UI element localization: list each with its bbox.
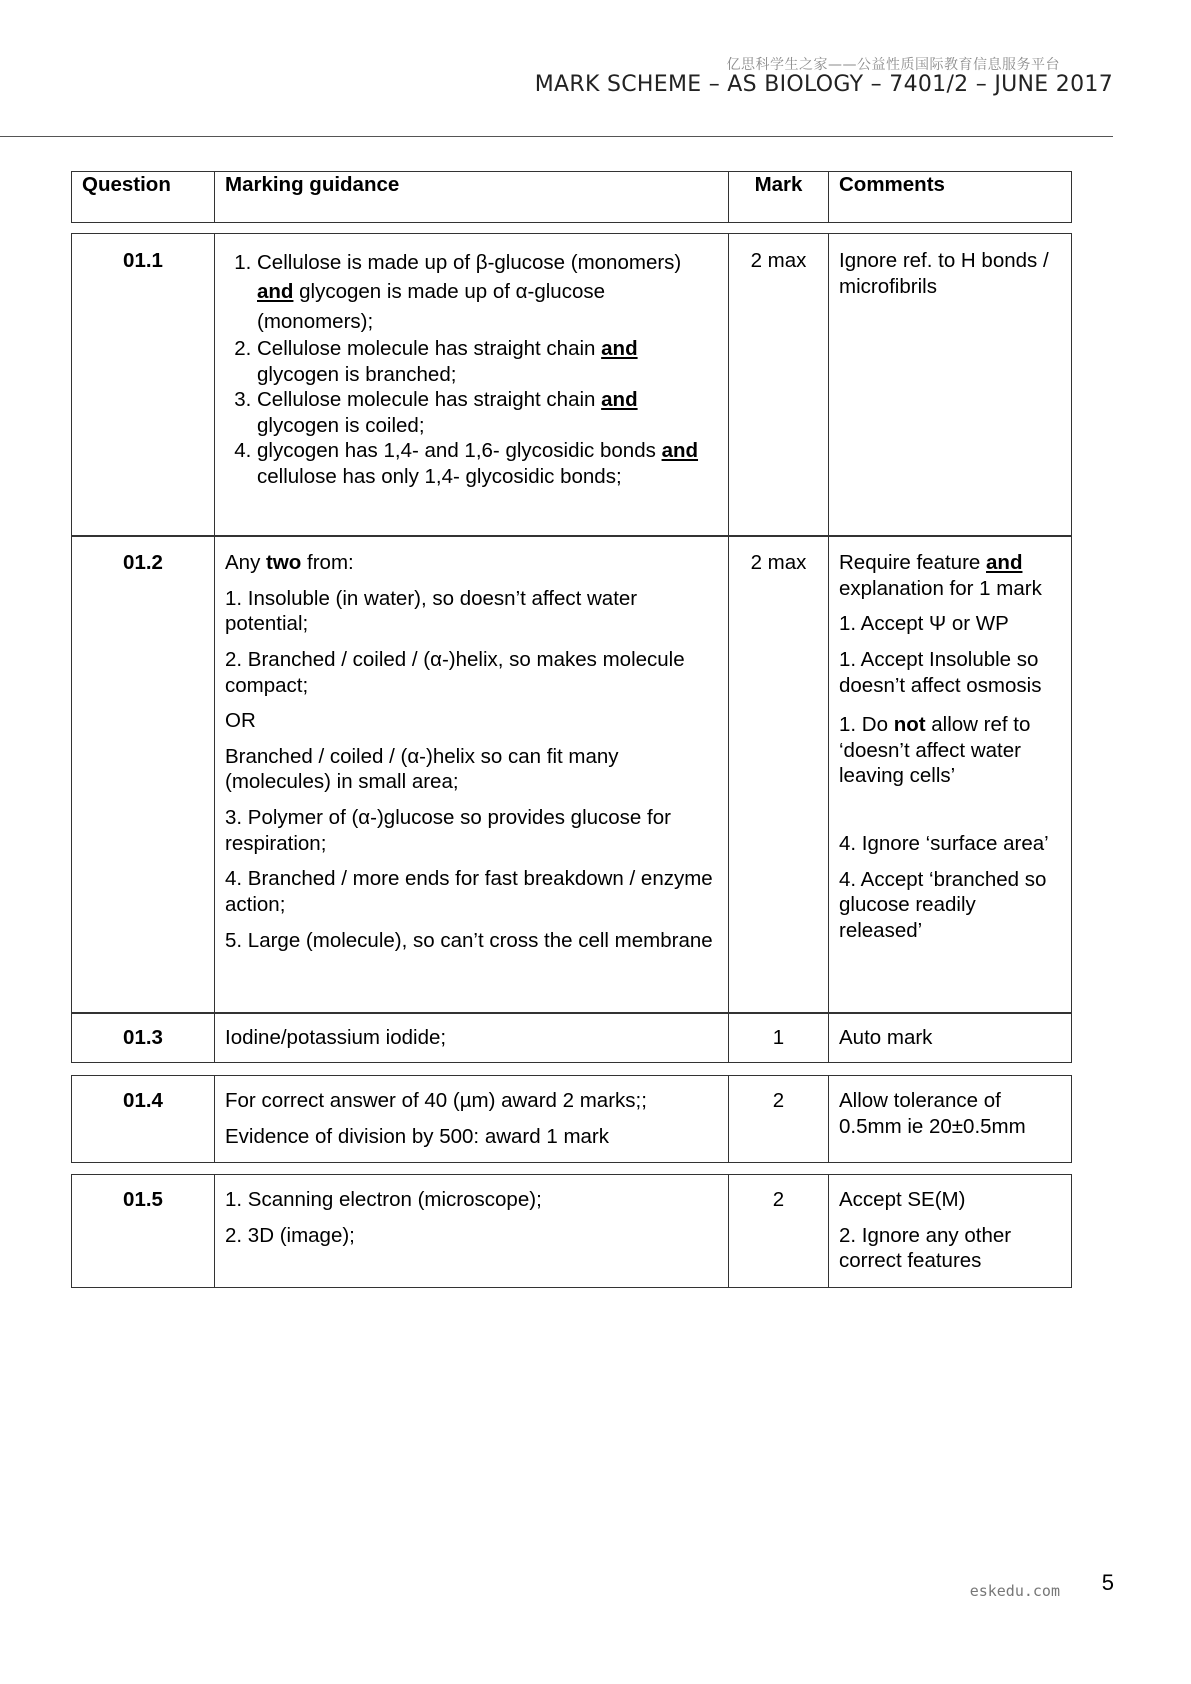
page-number: 5 — [1101, 1570, 1114, 1595]
mark-value: 1 — [729, 1014, 829, 1063]
comment-line: Accept SE(M) — [839, 1188, 966, 1211]
mark-value: 2 — [729, 1076, 829, 1163]
table-header — [71, 171, 1072, 223]
comments: Ignore ref. to H bonds / microfibrils — [829, 234, 1072, 537]
guidance-point: 2. 3D (image); — [225, 1223, 355, 1247]
guidance-point: 5. Large (molecule), so can’t cross the cell membrane — [225, 928, 713, 952]
header-question: Question — [72, 172, 215, 223]
header-comments: Comments — [829, 172, 1072, 223]
question-number: 01.4 — [72, 1076, 215, 1163]
guidance-point: 3. Polymer of (α-)glucose so provides glucose for respiration; — [225, 806, 671, 855]
watermark-text: 亿思科学生之家——公益性质国际教育信息服务平台 — [726, 57, 1060, 73]
marking-guidance: Iodine/potassium iodide; — [215, 1014, 729, 1063]
document-title: MARK SCHEME – AS BIOLOGY – 7401/2 – JUNE 2017 — [534, 72, 1113, 97]
comment-line: 4. Accept ‘branched so glucose readily released’ — [839, 867, 1047, 942]
question-number: 01.2 — [72, 536, 215, 1013]
marking-guidance — [215, 234, 729, 537]
question-row-01-3 — [71, 1013, 1072, 1063]
mark-value: 2 max — [729, 536, 829, 1013]
header-guidance: Marking guidance — [215, 172, 729, 223]
guidance-point: 2. Cellulose molecule has straight chain and glycogen is branched; — [257, 336, 718, 387]
mark-value: 2 — [729, 1175, 829, 1288]
question-row-01-4 — [71, 1075, 1072, 1163]
guidance-point: For correct answer of 40 (µm) award 2 marks;; — [225, 1089, 647, 1112]
footer-site-text: eskedu.com — [969, 1582, 1060, 1600]
comment-line: 1. Accept Ψ or WP — [839, 612, 1009, 636]
guidance-point: Evidence of division by 500: award 1 mark — [225, 1124, 610, 1148]
header-mark: Mark — [729, 172, 829, 223]
marking-guidance — [215, 536, 729, 1013]
question-row-01-5 — [71, 1174, 1072, 1288]
comment-line: 2. Ignore any other correct features — [839, 1223, 1012, 1273]
comments: Auto mark — [829, 1014, 1072, 1063]
guidance-point: Branched / coiled / (α-)helix so can fit many (molecules) in small area; — [225, 744, 619, 794]
mark-value: 2 max — [729, 234, 829, 537]
guidance-point: 3. Cellulose molecule has straight chain and glycogen is coiled; — [257, 387, 718, 438]
question-row-01-1 — [71, 233, 1072, 537]
marking-guidance — [215, 1076, 729, 1163]
comment-line: 4. Ignore ‘surface area’ — [839, 832, 1049, 855]
question-row-01-2 — [71, 535, 1072, 1013]
comment-line: 1. Do not allow ref to ‘doesn’t affect water leaving cells’ — [839, 713, 1031, 788]
comments — [829, 536, 1072, 1013]
guidance-point: 4. glycogen has 1,4- and 1,6- glycosidic bonds and cellulose has only 1,4- glycosidic bonds; — [257, 438, 718, 489]
comment-line: Require feature and explanation for 1 mark — [839, 551, 1042, 600]
guidance-point: 1. Cellulose is made up of β-glucose (monomers) and glycogen is made up of α-glucose (monomers); — [257, 248, 718, 336]
comments: Allow tolerance of 0.5mm ie 20±0.5mm — [829, 1076, 1072, 1163]
header-divider — [0, 136, 1113, 137]
guidance-intro: Any two from: — [225, 551, 354, 574]
guidance-point: 2. Branched / coiled / (α-)helix, so makes molecule compact; — [225, 647, 685, 697]
guidance-point: 1. Insoluble (in water), so doesn’t affect water potential; — [225, 586, 638, 636]
guidance-point: 4. Branched / more ends for fast breakdown / enzyme action; — [225, 867, 713, 916]
question-number: 01.5 — [72, 1175, 215, 1288]
question-number: 01.1 — [72, 234, 215, 537]
guidance-point: 1. Scanning electron (microscope); — [225, 1188, 542, 1211]
marking-guidance — [215, 1175, 729, 1288]
guidance-or: OR — [225, 709, 256, 733]
question-number: 01.3 — [72, 1014, 215, 1063]
comments — [829, 1175, 1072, 1288]
comment-line: 1. Accept Insoluble so doesn’t affect osmosis — [839, 647, 1042, 697]
